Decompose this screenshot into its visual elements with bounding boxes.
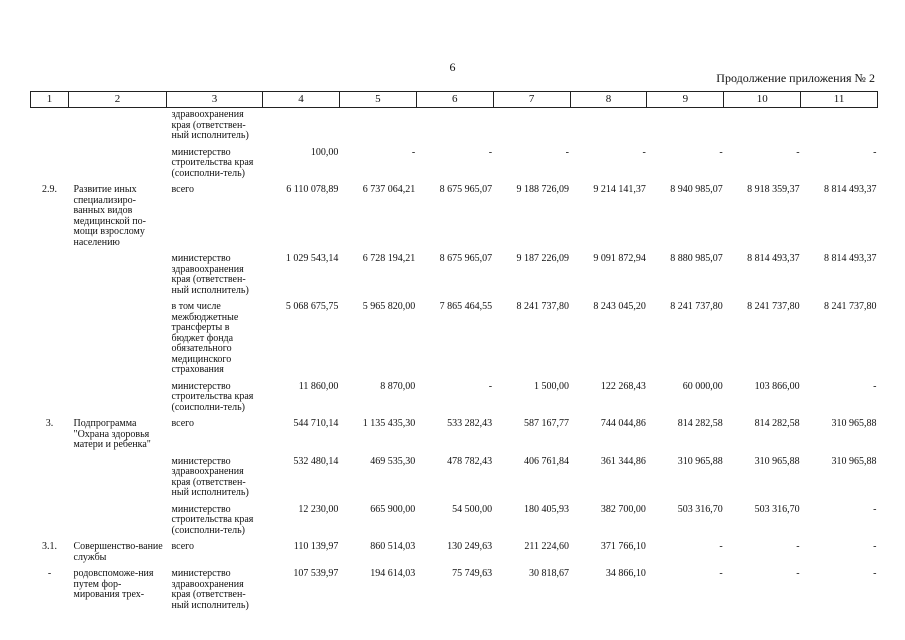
row-measure-name [69,455,167,503]
row-amount [647,108,724,146]
row-measure-name [69,503,167,541]
table-row [31,108,878,146]
header-cell: 4 [263,92,340,108]
row-executor: здравоохранения края (ответствен-ный исполнитель) [171,109,249,141]
row-amount: 30 818,67 [529,568,569,579]
row-amount: 503 316,70 [677,503,723,515]
row-amount: - [873,503,877,515]
row-amount: 8 940 985,07 [670,184,723,195]
row-amount: 744 044,86 [600,418,646,429]
row-amount: - [642,146,646,158]
row-measure-name [69,300,167,380]
row-amount: 122 268,43 [600,380,646,392]
table-row [31,455,878,503]
page-number: 6 [449,60,456,74]
row-code [31,503,69,541]
row-amount: 860 514,03 [370,541,416,552]
row-code [31,252,69,300]
row-amount: 34 866,10 [605,568,646,579]
row-amount: 9 214 141,37 [593,184,646,195]
row-amount [339,108,416,146]
table-row [31,503,878,541]
row-amount: 211 224,60 [524,541,569,552]
row-amount: 5 965 820,00 [362,301,416,312]
row-amount: 110 139,97 [293,541,339,552]
row-amount: 8 880 985,07 [670,253,723,264]
row-amount [416,108,493,146]
row-amount: - [796,146,800,158]
row-amount: 7 865 464,55 [439,301,493,312]
row-amount: 194 614,03 [370,568,416,579]
row-amount: 665 900,00 [370,503,416,515]
row-amount: 587 167,77 [524,418,569,429]
row-amount [570,108,647,146]
row-amount: - [488,146,493,158]
row-measure-name [69,252,167,300]
header-cell: 3 [167,92,263,108]
row-amount: 469 535,30 [370,455,416,467]
row-amount: 107 539,97 [293,568,339,579]
row-amount: 6 728 194,21 [362,253,416,264]
row-amount: - [719,146,723,158]
row-code [31,380,69,418]
header-cell: 10 [724,92,801,108]
header-cell: 11 [801,92,878,108]
row-amount: 310 965,88 [677,455,723,467]
table-row [31,146,878,184]
row-amount: 8 814 493,37 [824,184,877,195]
row-amount [263,108,340,146]
row-amount: 371 766,10 [600,541,646,552]
row-code: 3.1. [42,541,57,552]
row-executor: министерство здравоохранения края (ответствен-ный исполнитель) [171,568,249,611]
row-amount: 5 068 675,75 [285,301,339,312]
row-amount [801,108,878,146]
row-amount: - [873,380,877,392]
row-amount: 544 710,14 [293,418,339,429]
row-executor: в том числе межбюджетные трансферты в бюджет фонда обязательного медицинского страхования [171,301,239,375]
row-amount: 75 749,63 [452,568,493,579]
table-row [31,252,878,300]
row-amount: 382 700,00 [600,503,646,515]
row-executor: всего [171,184,195,195]
row-amount: 310 965,88 [831,418,877,429]
header-cell: 8 [570,92,647,108]
row-amount: - [796,568,800,579]
appendix-label: Продолжение приложения № 2 [716,71,875,85]
row-amount [724,108,801,146]
row-amount: 8 241 737,80 [670,301,723,312]
header-cell: 5 [339,92,416,108]
row-amount: 406 761,84 [524,455,569,467]
row-amount: 503 316,70 [754,503,800,515]
row-amount: - [719,568,723,579]
row-executor: министерство здравоохранения края (ответствен-ный исполнитель) [171,253,249,296]
row-amount: 180 405,93 [524,503,569,515]
row-code: 2.9. [42,184,57,195]
row-measure-name [69,108,167,146]
row-amount: 361 344,86 [600,455,646,467]
row-amount: 478 782,43 [447,455,493,467]
row-amount: 8 241 737,80 [747,301,800,312]
row-amount: 8 918 359,37 [747,184,800,195]
row-amount: 814 282,58 [677,418,723,429]
row-amount: 8 870,00 [380,380,416,392]
table-row [31,380,878,418]
row-amount: 1 135 435,30 [362,418,416,429]
row-executor: всего [171,418,195,429]
row-amount: 8 814 493,37 [747,253,800,264]
row-amount: 12 230,00 [298,503,339,515]
table-row [31,300,878,380]
row-measure-name [69,146,167,184]
header-cell: 6 [416,92,493,108]
row-code: - [47,568,52,579]
row-code [31,455,69,503]
row-amount: 532 480,14 [293,455,339,467]
row-amount: 54 500,00 [452,503,493,515]
row-amount: 8 675 965,07 [439,184,493,195]
row-amount: 1 029 543,14 [285,253,339,264]
row-amount: 814 282,58 [754,418,800,429]
row-measure-name: Развитие иных специализиро-ванных видов медицинской по-мощи взрослому населению [73,184,146,248]
row-measure-name [69,380,167,418]
row-amount: 11 860,00 [298,380,339,392]
row-executor: министерство строительства края (соисполни-тель) [171,503,254,536]
row-amount: 9 091 872,94 [593,253,646,264]
row-amount [493,108,570,146]
row-amount: 8 243 045,20 [593,301,646,312]
row-amount: 6 110 078,89 [286,184,339,195]
row-amount: 1 500,00 [534,380,569,392]
header-cell: 7 [493,92,570,108]
row-amount: 6 737 064,21 [362,184,416,195]
row-amount: 130 249,63 [447,541,493,552]
row-code [31,300,69,380]
row-executor: министерство строительства края (соисполни-тель) [171,146,254,179]
row-amount: 8 241 737,80 [516,301,569,312]
header-cell: 9 [647,92,724,108]
row-amount: 8 675 965,07 [439,253,493,264]
row-amount: - [565,146,569,158]
row-amount: 310 965,88 [831,455,877,467]
row-amount: 9 187 226,09 [516,253,569,264]
row-amount: 8 241 737,80 [824,301,877,312]
table-row [31,417,878,455]
row-amount: 310 965,88 [754,455,800,467]
row-amount: - [411,146,416,158]
table-row [31,567,878,615]
table-row [31,183,878,252]
row-amount: 533 282,43 [447,418,493,429]
row-amount: - [873,541,877,552]
row-measure-name: Подпрограмма "Охрана здоровья матери и ребенка" [73,418,151,450]
budget-table [30,91,878,615]
row-executor: министерство здравоохранения края (ответствен-ный исполнитель) [171,455,249,498]
row-amount: 60 000,00 [682,380,723,392]
row-amount: - [796,541,800,552]
row-amount: - [488,380,493,392]
row-code: 3. [45,418,54,429]
row-amount: - [873,146,877,158]
row-executor: всего [171,541,195,552]
row-executor: министерство строительства края (соисполни-тель) [171,380,254,413]
row-measure-name: Совершенство-вание службы [73,541,163,563]
header-row [31,92,878,108]
row-amount: 8 814 493,37 [824,253,877,264]
row-code [31,146,69,184]
row-amount: 9 188 726,09 [516,184,569,195]
row-measure-name: родовспоможе-ния путем фор-мирования трех- [73,568,154,600]
row-amount: 100,00 [310,146,339,158]
table-row [31,540,878,567]
row-amount: - [873,568,877,579]
header-cell: 2 [69,92,167,108]
header-cell: 1 [31,92,69,108]
row-amount: 103 866,00 [754,380,800,392]
row-amount: - [719,541,723,552]
row-code [31,108,69,146]
